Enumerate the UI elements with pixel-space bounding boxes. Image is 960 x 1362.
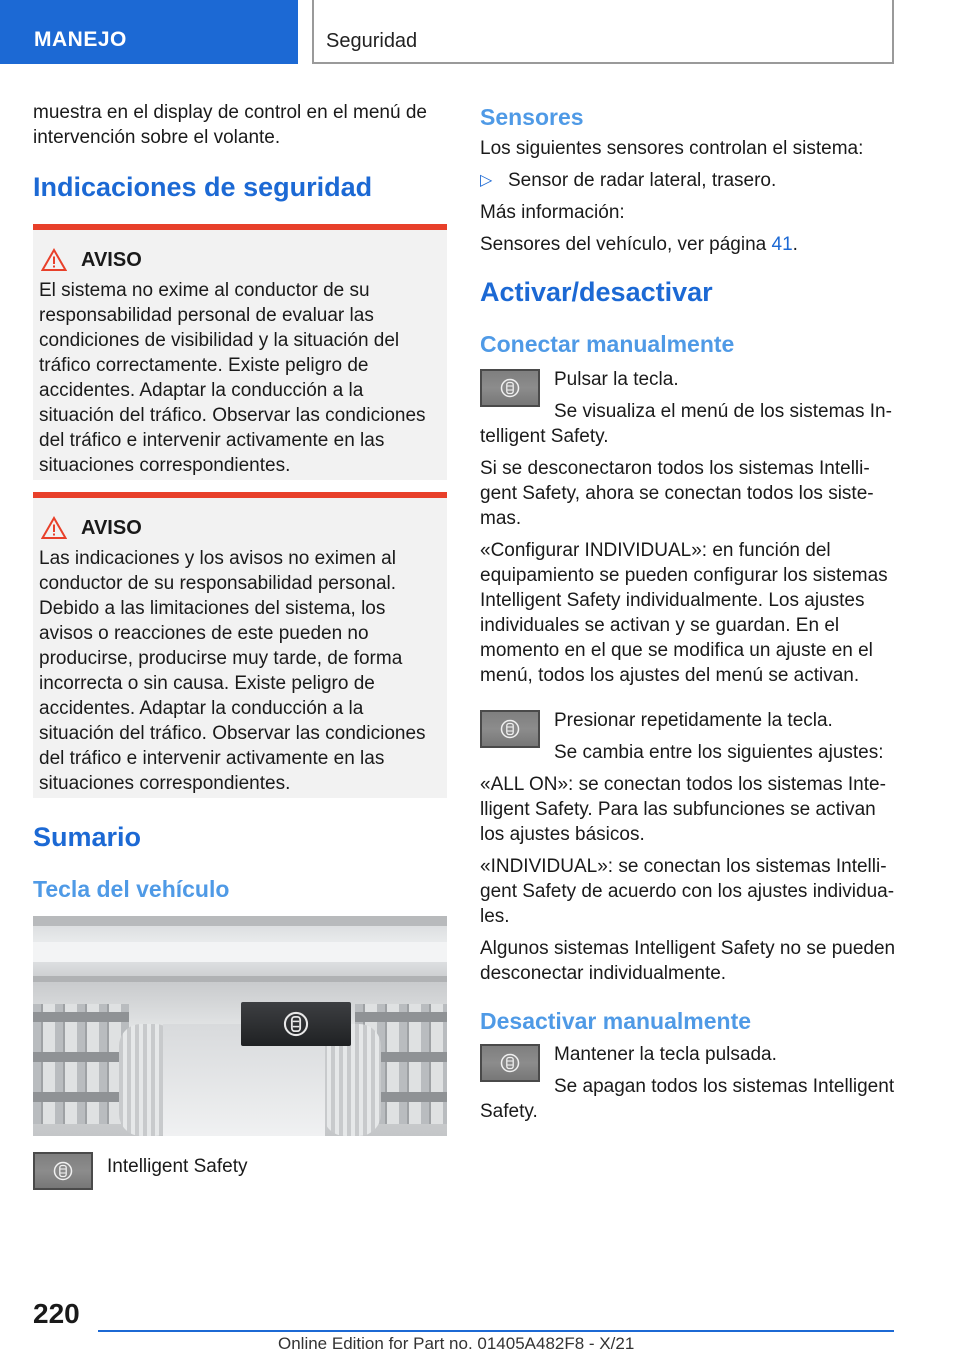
heading-summary: Sumario xyxy=(33,822,142,852)
warning-title-row xyxy=(39,516,437,540)
header-title-box xyxy=(312,0,894,64)
triangle-bullet-icon: ▷ xyxy=(480,172,493,189)
manual-on-block xyxy=(480,367,896,449)
warning-box-2 xyxy=(33,492,447,798)
header-section-tab xyxy=(0,0,298,64)
disconnected-paragraph: Si se desconectaron todos los sistemas Intelligent Safety, ahora se conectan todos los sistemas. xyxy=(480,458,874,529)
intelligent-safety-icon xyxy=(500,719,520,739)
menu-shown-text: Se visualiza el menú de los sistemas Intelligent Safety. xyxy=(480,401,892,447)
sensors-ref-text: Sensores del vehículo, ver página xyxy=(480,234,772,255)
intro-paragraph: muestra en el display de control en el menú de intervención sobre el volante. xyxy=(33,102,427,148)
list-item xyxy=(480,168,896,193)
warning-title-row xyxy=(39,248,437,272)
warning-title: AVISO xyxy=(81,516,142,539)
warning-box-1 xyxy=(33,224,447,480)
intelligent-safety-icon xyxy=(283,1011,309,1037)
right-column xyxy=(480,102,896,1131)
individual-config-paragraph: «Configurar INDIVIDUAL»: en función del equipamiento se pueden configurar los sistemas Intelligent Safety individualmente. Los ajustes individuales se activan y se guardan. En el momento en el que se modifica un ajuste en el menú, todos los ajustes del menú se activan. xyxy=(480,540,888,686)
sensors-reference xyxy=(480,232,896,257)
key-legend xyxy=(33,1150,447,1190)
heading-manual-on: Conectar manualmente xyxy=(480,331,735,357)
heading-vehicle-key: Tecla del vehículo xyxy=(33,876,230,902)
more-info-label: Más información: xyxy=(480,202,625,223)
header-title: Seguridad xyxy=(326,30,418,52)
heading-activate: Activar/desactivar xyxy=(480,277,713,307)
key-button-image xyxy=(480,369,540,407)
warning-triangle-icon xyxy=(41,248,67,272)
key-button-image xyxy=(480,1044,540,1082)
key-button-image xyxy=(33,1152,93,1190)
warning-text: El sistema no exime al conductor de su responsabilidad personal de evaluar las condiciones de visibilidad y la situación del tráfico correctamente. Existe peligro de accidentes. Adaptar la conducción a la situación del tráfico. Observar las condiciones del tráfico e intervenir activamente en las situaciones correspondientes. xyxy=(39,280,426,476)
switch-settings-text: Se cambia entre los siguientes ajustes: xyxy=(554,742,884,763)
footer-edition: Online Edition for Part no. 01405A482F8 - X/21 xyxy=(278,1334,635,1353)
intelligent-safety-icon xyxy=(500,378,520,398)
heading-safety: Indicaciones de seguridad xyxy=(33,172,373,202)
header-section-label: MANEJO xyxy=(34,28,127,51)
warning-text: Las indicaciones y los avisos no eximen al conductor de su responsabilidad personal. Debido a las limitaciones del sistema, los avisos o reacciones de este pueden no producirse, producirse muy tarde, de forma incorrecta o sin causa. Existe peligro de accidentes. Adaptar la conducción a la situación del tráfico. Observar las condiciones del tráfico e intervenir activamente en las situaciones correspondientes. xyxy=(39,548,426,794)
page-number: 220 xyxy=(33,1298,80,1329)
all-off-text: Se apagan todos los sistemas Intelligent Safety. xyxy=(480,1076,895,1122)
intelligent-safety-button-photo xyxy=(241,1002,351,1046)
warning-title: AVISO xyxy=(81,248,142,271)
intelligent-safety-icon xyxy=(500,1053,520,1073)
key-button-image xyxy=(480,710,540,748)
key-label: Intelligent Safety xyxy=(107,1156,248,1177)
some-systems-paragraph: Algunos sistemas Intelligent Safety no se pueden desconectar individualmente. xyxy=(480,938,896,984)
all-on-paragraph: «ALL ON»: se conectan todos los sistemas Intelligent Safety. Para las subfunciones se activan los ajustes básicos. xyxy=(480,774,886,845)
heading-sensors: Sensores xyxy=(480,104,584,130)
repeat-press-block xyxy=(480,708,896,772)
vehicle-key-photo xyxy=(33,916,447,1136)
intelligent-safety-icon xyxy=(53,1161,73,1181)
page-link-41[interactable]: 41 xyxy=(771,234,793,255)
individual-mode-paragraph: «INDIVIDUAL»: se conectan los sistemas Intelligent Safety de acuerdo con los ajustes individuales. xyxy=(480,856,895,927)
press-repeat-text: Presionar repetidamente la tecla. xyxy=(554,710,833,731)
sensor-item-text: Sensor de radar lateral, trasero. xyxy=(508,170,777,191)
press-key-text: Pulsar la tecla. xyxy=(554,369,679,390)
warning-triangle-icon xyxy=(41,516,67,540)
footer-rule xyxy=(98,1330,894,1332)
left-column xyxy=(33,100,447,1190)
hold-key-text: Mantener la tecla pulsada. xyxy=(554,1044,777,1065)
sensors-intro: Los siguientes sensores controlan el sistema: xyxy=(480,138,864,159)
manual-off-block xyxy=(480,1042,896,1124)
heading-manual-off: Desactivar manualmente xyxy=(480,1008,752,1034)
sensors-ref-end: . xyxy=(792,234,798,255)
